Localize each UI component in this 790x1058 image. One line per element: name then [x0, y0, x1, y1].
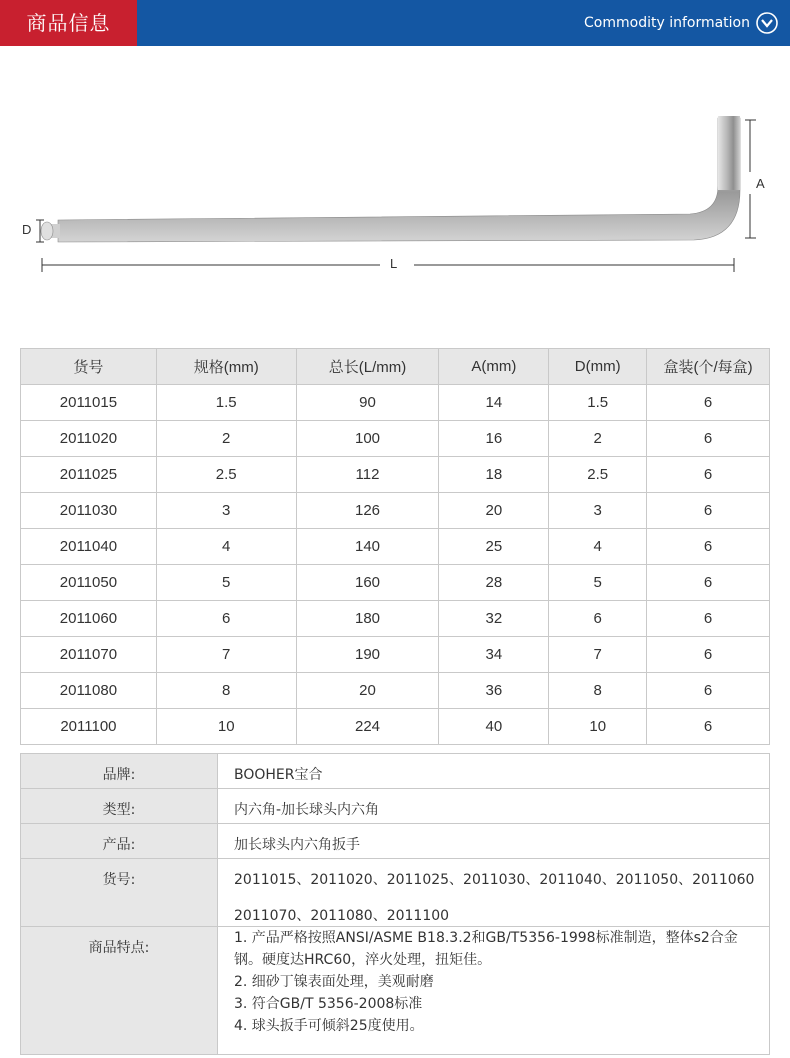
table-cell: 25 [439, 529, 549, 565]
type-label: 类型: [21, 789, 218, 824]
table-row [21, 493, 770, 529]
table-cell: 1.5 [156, 385, 296, 421]
chevron-down-icon[interactable] [756, 12, 778, 34]
table-cell: 4 [156, 529, 296, 565]
sku-line: 2011015、2011020、2011025、2011030、2011040、2011050、2011060 [234, 872, 755, 888]
feature-item: 1. 产品严格按照ANSI/ASME B18.3.2和GB/T5356-1998标准制造，整体s2合金钢。硬度达HRC60，淬火处理，扭矩佳。 [234, 930, 738, 968]
features-label: 商品特点: [21, 927, 218, 1055]
table-row [21, 385, 770, 421]
table-cell: 6 [647, 493, 770, 529]
table-cell: 6 [647, 421, 770, 457]
section-header [0, 0, 790, 46]
dimension-label-d: D [22, 222, 32, 237]
type-value: 内六角-加长球头内六角 [218, 789, 770, 824]
table-cell: 2011015 [21, 385, 157, 421]
table-cell: 2011040 [21, 529, 157, 565]
info-row-brand [21, 754, 770, 789]
table-row [21, 529, 770, 565]
column-header: A(mm) [439, 349, 549, 385]
table-cell: 1.5 [549, 385, 647, 421]
sku-value [218, 859, 770, 927]
feature-item: 4. 球头扳手可倾斜25度使用。 [234, 1018, 424, 1034]
table-cell: 6 [647, 601, 770, 637]
table-cell: 4 [549, 529, 647, 565]
section-subtitle: Commodity information [584, 15, 750, 31]
table-cell: 36 [439, 673, 549, 709]
table-cell: 180 [296, 601, 439, 637]
table-cell: 2011050 [21, 565, 157, 601]
table-cell: 140 [296, 529, 439, 565]
info-row-features [21, 927, 770, 1055]
table-cell: 6 [156, 601, 296, 637]
table-cell: 224 [296, 709, 439, 745]
table-cell: 2011080 [21, 673, 157, 709]
table-header-row [21, 349, 770, 385]
table-cell: 100 [296, 421, 439, 457]
table-cell: 126 [296, 493, 439, 529]
info-row-type [21, 789, 770, 824]
table-cell: 10 [156, 709, 296, 745]
column-header: 盒装(个/每盒) [647, 349, 770, 385]
table-cell: 5 [549, 565, 647, 601]
table-cell: 40 [439, 709, 549, 745]
table-cell: 6 [647, 457, 770, 493]
table-cell: 6 [647, 673, 770, 709]
column-header: 总长(L/mm) [296, 349, 439, 385]
section-title: 商品信息 [0, 0, 137, 46]
table-row [21, 421, 770, 457]
feature-item: 2. 细砂丁镍表面处理，美观耐磨 [234, 974, 434, 990]
features-value [218, 927, 770, 1055]
table-cell: 6 [647, 529, 770, 565]
table-cell: 2 [156, 421, 296, 457]
table-cell: 112 [296, 457, 439, 493]
table-cell: 14 [439, 385, 549, 421]
table-cell: 16 [439, 421, 549, 457]
table-cell: 3 [549, 493, 647, 529]
table-cell: 2011030 [21, 493, 157, 529]
table-cell: 2011060 [21, 601, 157, 637]
info-row-sku [21, 859, 770, 927]
table-cell: 2.5 [549, 457, 647, 493]
table-row [21, 673, 770, 709]
dimension-label-a: A [756, 176, 765, 191]
product-value: 加长球头内六角扳手 [218, 824, 770, 859]
table-cell: 34 [439, 637, 549, 673]
table-row [21, 637, 770, 673]
hex-key-diagram [0, 100, 790, 290]
table-cell: 2011020 [21, 421, 157, 457]
table-cell: 10 [549, 709, 647, 745]
table-cell: 6 [647, 385, 770, 421]
table-row [21, 709, 770, 745]
product-label: 产品: [21, 824, 218, 859]
table-cell: 8 [156, 673, 296, 709]
table-cell: 7 [549, 637, 647, 673]
table-row [21, 601, 770, 637]
table-cell: 160 [296, 565, 439, 601]
table-cell: 2.5 [156, 457, 296, 493]
table-cell: 2011070 [21, 637, 157, 673]
brand-value: BOOHER宝合 [218, 754, 770, 789]
table-row [21, 457, 770, 493]
table-cell: 28 [439, 565, 549, 601]
table-cell: 90 [296, 385, 439, 421]
sku-line: 2011070、2011080、2011100 [234, 908, 450, 924]
table-row [21, 565, 770, 601]
sku-label: 货号: [21, 859, 218, 927]
table-cell: 18 [439, 457, 549, 493]
table-cell: 6 [647, 637, 770, 673]
table-cell: 5 [156, 565, 296, 601]
table-cell: 20 [296, 673, 439, 709]
dimension-label-l: L [390, 256, 398, 271]
table-cell: 8 [549, 673, 647, 709]
table-cell: 2011100 [21, 709, 157, 745]
table-cell: 6 [549, 601, 647, 637]
table-cell: 6 [647, 565, 770, 601]
table-cell: 190 [296, 637, 439, 673]
product-info-table [20, 753, 770, 1055]
table-cell: 32 [439, 601, 549, 637]
column-header: D(mm) [549, 349, 647, 385]
brand-label: 品牌: [21, 754, 218, 789]
spec-table [20, 348, 770, 745]
column-header: 规格(mm) [156, 349, 296, 385]
table-cell: 2 [549, 421, 647, 457]
info-row-product [21, 824, 770, 859]
table-cell: 3 [156, 493, 296, 529]
column-header: 货号 [21, 349, 157, 385]
table-cell: 6 [647, 709, 770, 745]
table-cell: 20 [439, 493, 549, 529]
table-cell: 7 [156, 637, 296, 673]
table-cell: 2011025 [21, 457, 157, 493]
feature-item: 3. 符合GB/T 5356-2008标准 [234, 996, 423, 1012]
